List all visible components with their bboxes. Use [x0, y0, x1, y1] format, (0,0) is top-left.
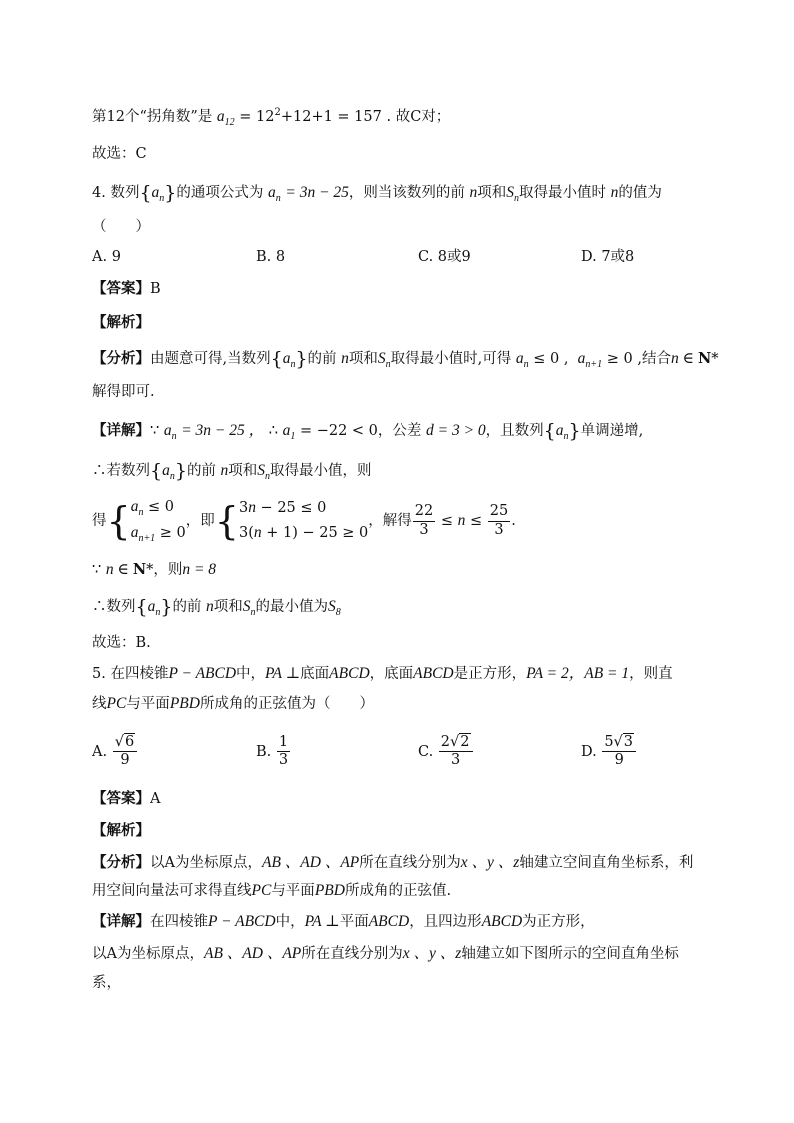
line-twelfth-corner-number: 第12个“拐角数”是 $a_{12} = 12^2+12+1 = 157$ . 故C对； [92, 107, 451, 128]
math-a12: $a_{12}$ [216, 108, 235, 128]
q4-analysis-label: 【解析】 [92, 314, 150, 331]
q4-answer: 【答案】B [92, 280, 161, 297]
q4-option-d: D. 7或8 [581, 249, 635, 265]
q5-option-c: C. $\frac{2√2}{3}$ [418, 734, 474, 770]
q4-fenxi-line2: 解得即可. [92, 384, 155, 400]
answer-choice-line: 故选：C [92, 146, 147, 162]
q4-option-c: C. 8或9 [418, 249, 471, 265]
q4-conclusion: ∴数列$\{a_n\}$的前 n项和$S_n$的最小值为$S_8$ [92, 596, 341, 618]
q5-analysis-label: 【解析】 [92, 822, 150, 839]
q4-detail-line2: ∴若数列$\{a_n\}$的前 n项和$S_n$取得最小值，则 [92, 460, 372, 482]
q5-detail-line3: 系， [92, 975, 121, 991]
question-4-stem: 4. 数列$\{a_n\}$的通项公式为 $a_n = 3n - 25$，则当该数列的前 n项和$S_n$取得最小值时 n的值为 [92, 182, 662, 204]
q5-option-d: D. $\frac{5√3}{9}$ [581, 734, 637, 770]
q4-fenxi-line1: 【分析】由题意可得,当数列$\{a_n\}$的前 n项和$S_n$取得最小值时,可得 $a_n \le 0$ , $a_{n+1} \ge 0$ ,结合n ∈ N* [92, 348, 719, 370]
q4-system-line: 得{$a_n \le 0$ $a_{n+1} \ge 0$，即{3n − 25 ≤ 0 3(n + 1) − 25 ≥ 0，解得 $\frac{22}{3}$ ≤ n ≤ $\frac{25}{3}$ . [92, 498, 516, 544]
q4-n-natural: ∵ n ∈ N*，则n = 8 [92, 561, 217, 578]
q4-option-a: A. 9 [92, 249, 121, 265]
q4-option-b: B. 8 [256, 249, 286, 265]
q5-answer: 【答案】A [92, 790, 161, 807]
q5-detail-line2: 以A为坐标原点，AB 、AD 、AP所在直线分别为x 、y 、z轴建立如下图所示的空间直角坐标 [92, 945, 679, 962]
q5-fenxi-line2: 用空间向量法可求得直线PC与平面PBD所成角的正弦值. [92, 882, 452, 899]
q5-option-a: A. $\frac{√6}{9}$ [92, 734, 138, 770]
q5-detail-line1: 【详解】在四棱锥P − ABCD中，PA ⊥平面ABCD，且四边形ABCD为正方形， [92, 913, 595, 930]
q4-final-answer: 故选：B. [92, 635, 151, 651]
q5-option-b: B. $\frac{1}{3}$ [256, 734, 289, 769]
question-5-stem-line2: 线PC与平面PBD所成角的正弦值为（ ） [92, 695, 374, 712]
blank-paren: （ ） [92, 219, 150, 235]
q4-detail-line1: 【详解】∵ $a_n = 3n - 25$ ， ∴ $a_1 = -22 < 0$，公差 d = 3 > 0，且数列$\{a_n\}$单调递增, [92, 420, 644, 442]
question-5-stem-line1: 5. 在四棱锥P − ABCD中，PA ⊥底面ABCD，底面ABCD是正方形，PA = 2，AB = 1，则直 [92, 665, 673, 682]
q5-fenxi-line1: 【分析】以A为坐标原点，AB 、AD 、AP所在直线分别为x 、y 、z轴建立空间直角坐标系，利 [92, 854, 694, 871]
